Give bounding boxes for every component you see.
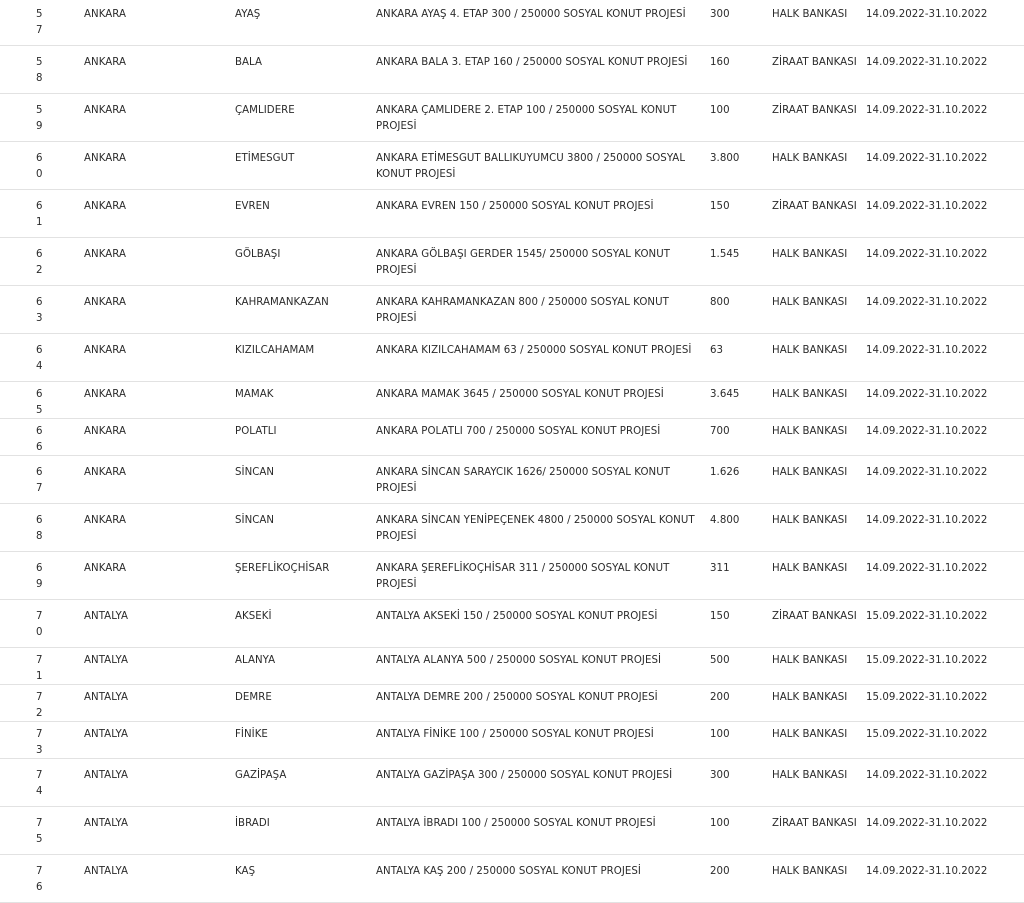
province-cell: ANKARA [47,142,193,190]
row-number: 68 [0,504,47,552]
table-row [0,504,1024,552]
date-range-cell: 14.09.2022-31.10.2022 [866,142,1024,190]
unit-count-cell: 4.800 [703,504,768,552]
bank-cell: HALK BANKASI [768,855,866,903]
row-number: 58 [0,46,47,94]
bank-cell: HALK BANKASI [768,0,866,46]
province-cell: ANKARA [47,94,193,142]
table-row [0,94,1024,142]
district-cell: KIZILCAHAMAM [193,334,369,382]
unit-count-cell: 800 [703,286,768,334]
district-cell: AKSEKİ [193,600,369,648]
unit-count-cell: 1.626 [703,456,768,504]
row-number: 66 [0,419,47,456]
table-row [0,46,1024,94]
date-range-cell: 14.09.2022-31.10.2022 [866,552,1024,600]
table-row [0,722,1024,759]
district-cell: FİNİKE [193,722,369,759]
row-number: 69 [0,552,47,600]
table-row [0,600,1024,648]
row-number: 60 [0,142,47,190]
province-cell: ANTALYA [47,855,193,903]
row-number: 59 [0,94,47,142]
district-cell: ŞEREFLİKOÇHİSAR [193,552,369,600]
project-name-cell: ANTALYA AKSEKİ 150 / 250000 SOSYAL KONUT PROJESİ [369,600,703,648]
project-name-cell: ANTALYA GAZİPAŞA 300 / 250000 SOSYAL KONUT PROJESİ [369,759,703,807]
project-name-cell: ANKARA BALA 3. ETAP 160 / 250000 SOSYAL KONUT PROJESİ [369,46,703,94]
district-cell: GÖLBAŞI [193,238,369,286]
district-cell: ETİMESGUT [193,142,369,190]
date-range-cell: 14.09.2022-31.10.2022 [866,190,1024,238]
date-range-cell: 15.09.2022-31.10.2022 [866,600,1024,648]
date-range-cell: 14.09.2022-31.10.2022 [866,382,1024,419]
bank-cell: HALK BANKASI [768,759,866,807]
province-cell: ANTALYA [47,722,193,759]
bank-cell: HALK BANKASI [768,419,866,456]
project-name-cell: ANTALYA İBRADI 100 / 250000 SOSYAL KONUT PROJESİ [369,807,703,855]
unit-count-cell: 63 [703,334,768,382]
project-name-cell: ANKARA POLATLI 700 / 250000 SOSYAL KONUT PROJESİ [369,419,703,456]
bank-cell: HALK BANKASI [768,382,866,419]
bank-cell: HALK BANKASI [768,552,866,600]
date-range-cell: 14.09.2022-31.10.2022 [866,807,1024,855]
province-cell: ANKARA [47,504,193,552]
project-name-cell: ANKARA SİNCAN SARAYCIK 1626/ 250000 SOSYAL KONUT PROJESİ [369,456,703,504]
unit-count-cell: 200 [703,685,768,722]
project-name-cell: ANTALYA FİNİKE 100 / 250000 SOSYAL KONUT PROJESİ [369,722,703,759]
district-cell: KAŞ [193,855,369,903]
unit-count-cell: 100 [703,94,768,142]
table-row [0,286,1024,334]
district-cell: GAZİPAŞA [193,759,369,807]
project-name-cell: ANKARA SİNCAN YENİPEÇENEK 4800 / 250000 SOSYAL KONUT PROJESİ [369,504,703,552]
district-cell: SİNCAN [193,456,369,504]
project-name-cell: ANKARA ÇAMLIDERE 2. ETAP 100 / 250000 SOSYAL KONUT PROJESİ [369,94,703,142]
province-cell: ANTALYA [47,807,193,855]
district-cell: DEMRE [193,685,369,722]
province-cell: ANKARA [47,190,193,238]
unit-count-cell: 3.645 [703,382,768,419]
date-range-cell: 14.09.2022-31.10.2022 [866,46,1024,94]
bank-cell: ZİRAAT BANKASI [768,807,866,855]
district-cell: ÇAMLIDERE [193,94,369,142]
province-cell: ANKARA [47,456,193,504]
province-cell: ANTALYA [47,685,193,722]
unit-count-cell: 100 [703,722,768,759]
unit-count-cell: 311 [703,552,768,600]
date-range-cell: 14.09.2022-31.10.2022 [866,419,1024,456]
row-number: 70 [0,600,47,648]
project-name-cell: ANKARA KIZILCAHAMAM 63 / 250000 SOSYAL KONUT PROJESİ [369,334,703,382]
row-number: 63 [0,286,47,334]
district-cell: AYAŞ [193,0,369,46]
bank-cell: ZİRAAT BANKASI [768,190,866,238]
row-number: 71 [0,648,47,685]
unit-count-cell: 700 [703,419,768,456]
bank-cell: ZİRAAT BANKASI [768,600,866,648]
district-cell: SİNCAN [193,504,369,552]
project-name-cell: ANKARA ETİMESGUT BALLIKUYUMCU 3800 / 250000 SOSYAL KONUT PROJESİ [369,142,703,190]
bank-cell: HALK BANKASI [768,685,866,722]
province-cell: ANKARA [47,382,193,419]
province-cell: ANTALYA [47,648,193,685]
table-row [0,552,1024,600]
date-range-cell: 15.09.2022-31.10.2022 [866,722,1024,759]
row-number: 72 [0,685,47,722]
project-name-cell: ANKARA MAMAK 3645 / 250000 SOSYAL KONUT PROJESİ [369,382,703,419]
unit-count-cell: 1.545 [703,238,768,286]
row-number: 75 [0,807,47,855]
date-range-cell: 14.09.2022-31.10.2022 [866,0,1024,46]
unit-count-cell: 300 [703,0,768,46]
date-range-cell: 14.09.2022-31.10.2022 [866,759,1024,807]
table-row [0,382,1024,419]
table-row [0,456,1024,504]
project-name-cell: ANTALYA ALANYA 500 / 250000 SOSYAL KONUT PROJESİ [369,648,703,685]
province-cell: ANKARA [47,0,193,46]
district-cell: ALANYA [193,648,369,685]
district-cell: İBRADI [193,807,369,855]
table-row [0,419,1024,456]
unit-count-cell: 100 [703,807,768,855]
date-range-cell: 14.09.2022-31.10.2022 [866,286,1024,334]
date-range-cell: 15.09.2022-31.10.2022 [866,648,1024,685]
table-row [0,855,1024,903]
unit-count-cell: 3.800 [703,142,768,190]
date-range-cell: 14.09.2022-31.10.2022 [866,855,1024,903]
province-cell: ANTALYA [47,759,193,807]
province-cell: ANKARA [47,419,193,456]
province-cell: ANKARA [47,552,193,600]
row-number: 62 [0,238,47,286]
row-number: 67 [0,456,47,504]
table-row [0,685,1024,722]
bank-cell: HALK BANKASI [768,142,866,190]
bank-cell: HALK BANKASI [768,286,866,334]
bank-cell: HALK BANKASI [768,722,866,759]
bank-cell: ZİRAAT BANKASI [768,46,866,94]
project-name-cell: ANKARA EVREN 150 / 250000 SOSYAL KONUT PROJESİ [369,190,703,238]
row-number: 57 [0,0,47,46]
table-row [0,334,1024,382]
table-row [0,190,1024,238]
date-range-cell: 14.09.2022-31.10.2022 [866,334,1024,382]
row-number: 76 [0,855,47,903]
row-number: 73 [0,722,47,759]
project-name-cell: ANTALYA KAŞ 200 / 250000 SOSYAL KONUT PROJESİ [369,855,703,903]
bank-cell: HALK BANKASI [768,334,866,382]
table-row [0,142,1024,190]
project-name-cell: ANTALYA DEMRE 200 / 250000 SOSYAL KONUT PROJESİ [369,685,703,722]
date-range-cell: 14.09.2022-31.10.2022 [866,94,1024,142]
project-name-cell: ANKARA ŞEREFLİKOÇHİSAR 311 / 250000 SOSYAL KONUT PROJESİ [369,552,703,600]
date-range-cell: 14.09.2022-31.10.2022 [866,456,1024,504]
unit-count-cell: 150 [703,600,768,648]
district-cell: EVREN [193,190,369,238]
district-cell: MAMAK [193,382,369,419]
bank-cell: HALK BANKASI [768,456,866,504]
unit-count-cell: 500 [703,648,768,685]
bank-cell: HALK BANKASI [768,238,866,286]
province-cell: ANKARA [47,46,193,94]
row-number: 74 [0,759,47,807]
date-range-cell: 14.09.2022-31.10.2022 [866,504,1024,552]
project-name-cell: ANKARA AYAŞ 4. ETAP 300 / 250000 SOSYAL KONUT PROJESİ [369,0,703,46]
district-cell: POLATLI [193,419,369,456]
bank-cell: ZİRAAT BANKASI [768,94,866,142]
project-name-cell: ANKARA GÖLBAŞI GERDER 1545/ 250000 SOSYAL KONUT PROJESİ [369,238,703,286]
district-cell: KAHRAMANKAZAN [193,286,369,334]
province-cell: ANKARA [47,238,193,286]
bank-cell: HALK BANKASI [768,504,866,552]
table-row [0,807,1024,855]
province-cell: ANKARA [47,286,193,334]
project-name-cell: ANKARA KAHRAMANKAZAN 800 / 250000 SOSYAL KONUT PROJESİ [369,286,703,334]
unit-count-cell: 160 [703,46,768,94]
province-cell: ANTALYA [47,600,193,648]
bank-cell: HALK BANKASI [768,648,866,685]
row-number: 64 [0,334,47,382]
table-row [0,0,1024,46]
row-number: 61 [0,190,47,238]
table-row [0,238,1024,286]
province-cell: ANKARA [47,334,193,382]
unit-count-cell: 150 [703,190,768,238]
date-range-cell: 15.09.2022-31.10.2022 [866,685,1024,722]
row-number: 65 [0,382,47,419]
unit-count-cell: 300 [703,759,768,807]
district-cell: BALA [193,46,369,94]
table-row [0,648,1024,685]
unit-count-cell: 200 [703,855,768,903]
date-range-cell: 14.09.2022-31.10.2022 [866,238,1024,286]
